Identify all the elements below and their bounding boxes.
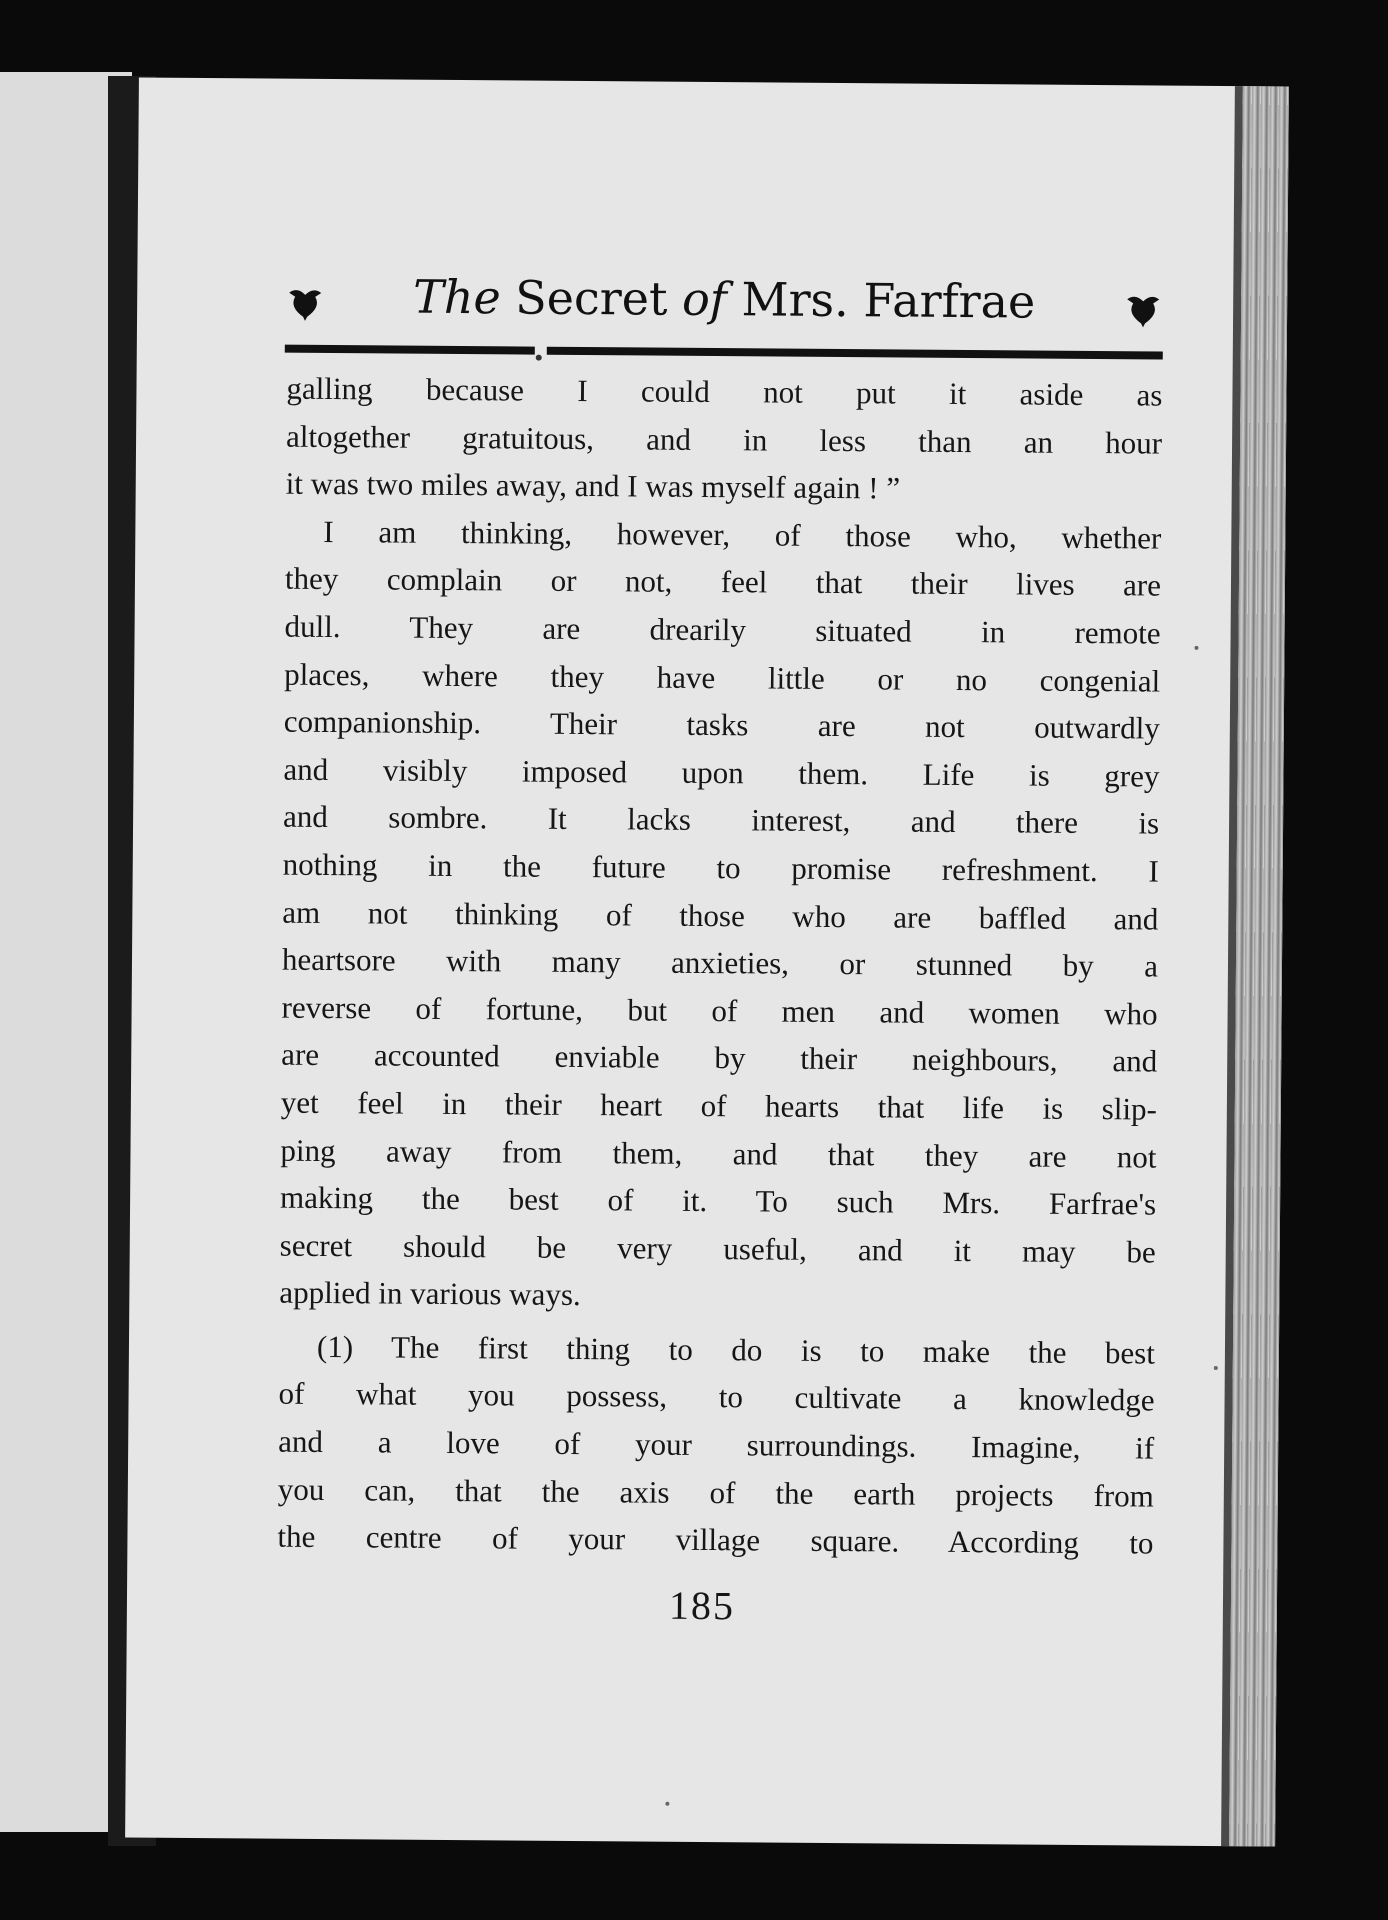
text-line: applied in various ways. — [279, 1274, 581, 1313]
text-line: reverse of fortune, but of men and women who — [281, 989, 1158, 1032]
header-rule — [285, 345, 1163, 364]
text-line: secret should be very useful, and it may be — [279, 1227, 1156, 1270]
title-the: The — [412, 269, 501, 325]
header-rule-dot — [536, 355, 542, 361]
text-line: and visibly imposed upon them. Life is grey — [283, 751, 1160, 794]
text-line: am not thinking of those who are baffled and — [282, 894, 1159, 937]
text-line: galling because I could not put it aside as — [286, 370, 1163, 413]
page-number: 185 — [668, 1582, 736, 1629]
title-name: Mrs. Farfrae — [741, 272, 1036, 329]
text-line: heartsore with many anxieties, or stunned by a — [281, 941, 1159, 984]
text-line: of what you possess, to cultivate a knowledge — [278, 1376, 1155, 1418]
text-line: they complain or not, feel that their lives are — [284, 561, 1162, 603]
text-line: it was two miles away, and I was myself again ! ” — [285, 465, 901, 506]
text-line: are accounted enviable by their neighbours, and — [281, 1036, 1158, 1079]
book-page — [125, 78, 1289, 1847]
text-line: and sombre. It lacks interest, and there is — [282, 799, 1160, 841]
scan-speck — [665, 1802, 669, 1806]
text-line: yet feel in their heart of hearts that life is slip- — [280, 1084, 1157, 1127]
text-line: and a love of your surroundings. Imagine, if — [278, 1423, 1155, 1466]
text-line: dull. They are drearily situated in remote — [284, 608, 1161, 651]
running-header — [285, 269, 1164, 346]
text-line: you can, that the axis of the earth projects from — [277, 1471, 1154, 1514]
running-title — [345, 269, 1103, 329]
text-line: companionship. Their tasks are not outwardly — [283, 703, 1160, 746]
scan-speck — [1194, 646, 1198, 650]
text-line: places, where they have little or no congenial — [284, 656, 1161, 699]
text-line: altogether gratuitous, and in less than an hour — [285, 418, 1163, 461]
title-secret: Secret — [515, 270, 668, 326]
leaf-ornament-icon — [1123, 289, 1163, 329]
text-line: (1) The first thing to do is to make the best — [316, 1328, 1156, 1371]
text-line: I am thinking, however, of those who, whether — [323, 513, 1162, 556]
text-line: nothing in the future to promise refreshment. I — [282, 846, 1159, 889]
body-text — [277, 365, 1162, 1568]
text-line: the centre of your village square. According to — [277, 1518, 1154, 1561]
title-of: of — [681, 271, 728, 327]
scan-speck — [1214, 1366, 1218, 1370]
header-rule-left — [285, 345, 535, 355]
header-rule-right — [547, 347, 1163, 360]
text-line: making the best of it. To such Mrs. Farfrae's — [280, 1179, 1157, 1222]
leaf-ornament-icon — [285, 283, 325, 323]
text-line: ping away from them, and that they are not — [280, 1132, 1157, 1175]
